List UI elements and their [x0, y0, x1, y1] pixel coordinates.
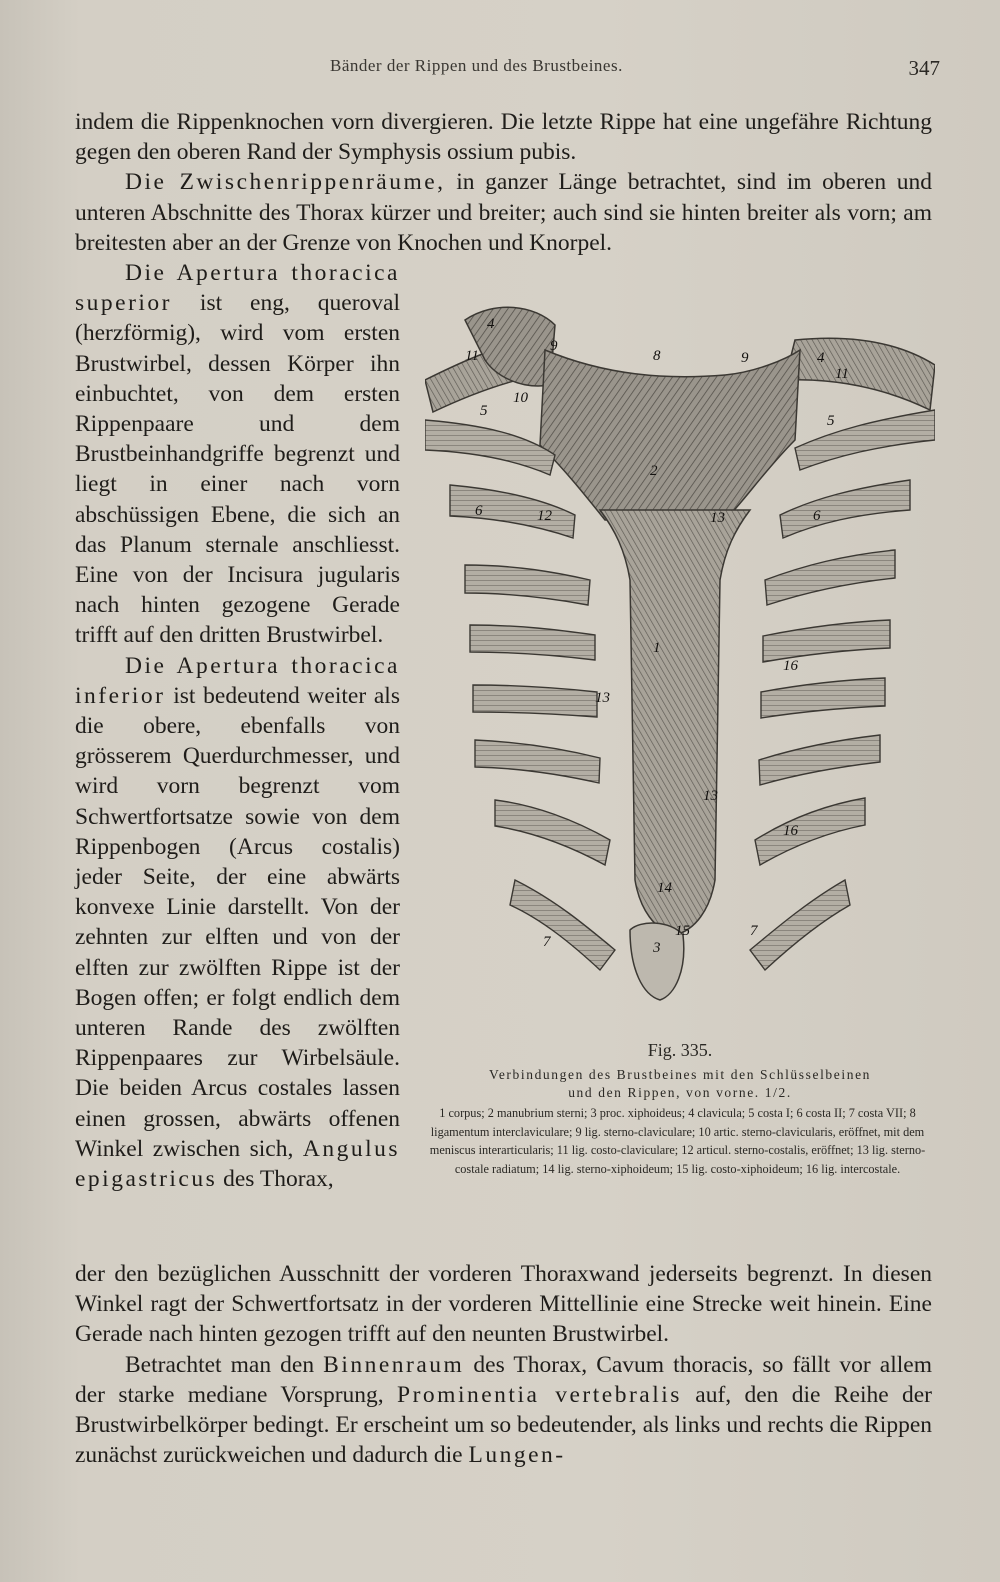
figure-label: 4 [487, 316, 495, 332]
right-clavicle [785, 338, 935, 410]
spaced-term: Die Apertura thoracica superior [75, 260, 400, 317]
figure-label: 12 [537, 508, 552, 524]
figure-label: 7 [543, 934, 551, 950]
spaced-term: Die Zwischenrippenräume, [125, 169, 446, 196]
paragraph: Die Apertura thoracica inferior ist bedeutend weiter als die obere, ebenfalls von grösserem Querdurchmesser, und wird vorn begrenzt vom Schwertfortsatze sowie von dem Rippenbogen (Arcus costalis) jeder Seite, der eine abwärts konvexe Linie darstellt. Von der zehnten zur elften und von der elften zur zwölften Rippe ist der Bogen offen; er folgt endlich dem unteren Rande des zwölften Rippenpaares zur Wirbelsäule. Die beiden Arcus costales lassen einen grossen, abwärts offenen Winkel zwischen sich, Angulus epigastricus des Thorax, [75, 652, 400, 1193]
right-ribs [750, 410, 935, 970]
figure-label: 6 [475, 503, 483, 519]
figure-label: 1 [653, 640, 661, 656]
spaced-term: Binnenraum [323, 1351, 465, 1378]
paragraph: Die Apertura thoracica superior ist eng, queroval (herzförmig), wird vom ersten Brustwirbel, dessen Körper ihn einbuchtet, von dem ersten Rippenpaare und dem Brustbeinhandgriffe begrenzt und liegt in einer nach vorn abschüssigen Ebene, die sich an das Planum sternale anschliesst. Eine von der Incisura jugularis nach hinten gezogene Gerade trifft auf den dritten Brustwirbel. [75, 260, 400, 649]
figure-illustration [425, 280, 935, 1040]
spaced-term: Prominentia vertebralis [397, 1381, 682, 1408]
paragraph: Die Zwischenrippenräume, in ganzer Länge betrachtet, sind im oberen und unteren Abschnitte des Thorax kürzer und breiter; auch sind sie hinten breiter als vorn; am breitesten aber an der Grenze von Knochen und Knorpel. [75, 169, 932, 256]
spaced-term: Angulus epigastricus [75, 1135, 400, 1193]
figure-label: 11 [465, 348, 479, 364]
figure-label: 16 [783, 658, 798, 674]
running-head: Bänder der Rippen und des Brustbeines. [330, 56, 623, 75]
figure-label: 9 [550, 338, 558, 354]
figure-label: 5 [480, 403, 488, 419]
figure-label: 13 [595, 690, 610, 706]
left-column-text [75, 258, 400, 1194]
figure-label: 14 [657, 880, 672, 896]
left-ribs [425, 420, 615, 970]
spaced-term: Die Apertura thoracica inferior [75, 652, 400, 709]
top-text-block [75, 107, 932, 258]
figure-scale: 1/2. [764, 1085, 792, 1100]
figure-label: 6 [813, 508, 821, 524]
page-number: 347 [908, 56, 940, 80]
sternum-illustration [425, 280, 935, 1040]
figure-label: 13 [703, 788, 718, 804]
figure-label: 11 [835, 366, 849, 382]
figure-label: 3 [653, 940, 661, 956]
paragraph: Betrachtet man den Binnenraum des Thorax, Cavum thoracis, so fällt vor allem der starke mediane Vorsprung, Prominentia vertebralis auf, den die Reihe der Brustwirbelkörper bedingt. Er erscheint um so bedeutender, als links und rechts die Rippen zunächst zurückweichen und dadurch die Lungen- [75, 1351, 932, 1469]
manubrium [540, 350, 800, 520]
paragraph: der den bezüglichen Ausschnitt der vorderen Thoraxwand jederseits begrenzt. In diesen Winkel ragt der Schwertfortsatz in der vorderen Mittellinie eine Strecke weit hinein. Eine Gerade nach hinten gezogen trifft auf den neunten Brustwirbel. [75, 1261, 932, 1348]
figure-label: 2 [650, 463, 658, 479]
bottom-text-block [75, 1259, 932, 1470]
figure-label: 15 [675, 923, 690, 939]
figure-label: 4 [817, 350, 825, 366]
figure-label: 13 [710, 510, 725, 526]
figure-label: 7 [750, 923, 758, 939]
figure-legend: 1 corpus; 2 manubrium sterni; 3 proc. xiphoideus; 4 clavicula; 5 costa I; 6 costa II; 7 costa VII; 8 ligamentum interclaviculare; 9 lig. sterno-claviculare; 10 artic. sterno-clavicularis, eröffnet, mit dem meniscus interarticularis; 11 lig. costo-claviculare; 12 articul. sterno-costalis, eröffnet; 13 lig. sterno-costale radiatum; 14 lig. sterno-xiphoideum; 15 lig. costo-xiphoideum; 16 lig. intercostale. [429, 1106, 926, 1176]
figure-label: 5 [827, 413, 835, 429]
paragraph: indem die Rippenknochen vorn divergieren. Die letzte Rippe hat eine ungefähre Richtung gegen den oberen Rand der Symphysis ossium pubis. [75, 109, 932, 166]
figure-label: 10 [513, 390, 528, 406]
figure-number: Fig. 335. [647, 1040, 713, 1060]
figure-title: Verbindungen des Brustbeines mit den Schlüsselbeinen und den Rippen, von vorne. 1/2. [488, 1067, 872, 1100]
sternum-body [600, 510, 750, 935]
figure-label: 9 [741, 350, 749, 366]
figure-label: 8 [653, 348, 661, 364]
figure-label: 16 [783, 823, 798, 839]
spaced-term: Lungen- [468, 1442, 566, 1469]
